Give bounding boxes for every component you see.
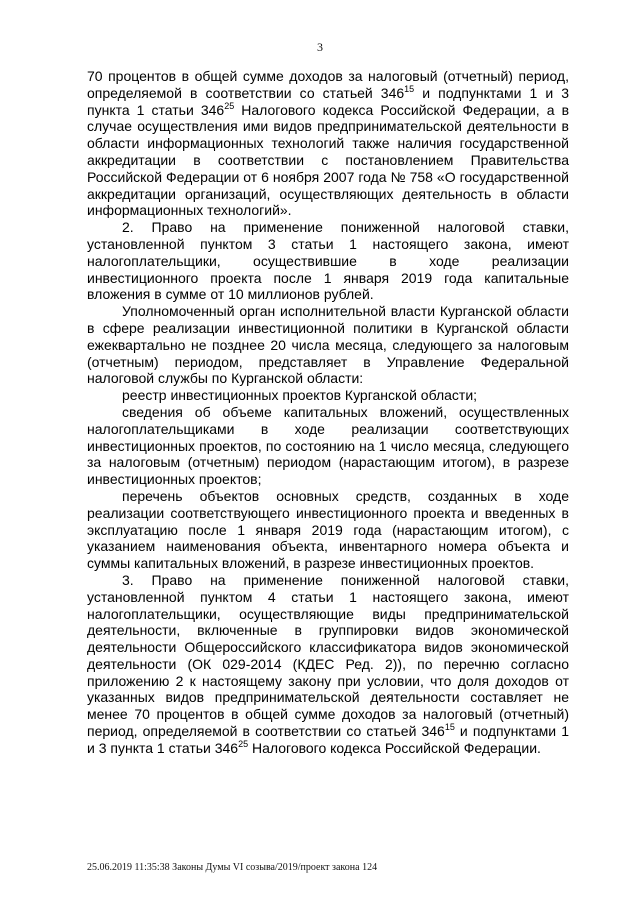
paragraph-continuation: 70 процентов в общей сумме доходов за налоговый (отчетный) период, определяемой в соответствии со статьей $346^{15}$ и подпунктами 1 и 3 пункта 1 статьи $346^{25}$ Налогового кодекса Российской Федерации, а в случае осуществления ими видов предпринимательской деятельности в области информационных технологий также наличия государственной аккредитации в соответствии с постановлением Правительства Российской Федерации от 6 ноября 2007 года № 758 «О государственной аккредитации организаций, осуществляющих деятельность в области информационных технологий».: [87, 68, 570, 219]
document-body: [87, 68, 569, 757]
paragraph-registry: реестр инвестиционных проектов Курганской области;: [122, 387, 478, 404]
paragraph-item-3: 3. Право на применение пониженной налоговой ставки, установленной пунктом 4 статьи 1 настоящего закона, имеют налогоплательщики, осуществляющие виды предпринимательской деятельности, включенные в группировки видов экономической деятельности Общероссийского классификатора видов экономической деятельности (ОК 029-2014 (КДЕС Ред. 2)), по перечню согласно приложению 2 к настоящему закону при условии, что доля доходов от указанных видов предпринимательской деятельности составляет не менее 70 процентов в общей сумме доходов за налоговый (отчетный) период, определяемой в соответствии со статьей $346^{15}$ и подпунктами 1 и 3 пункта 1 статьи $346^{25}$ Налогового кодекса Российской Федерации.: [87, 571, 569, 756]
paragraph-assets-list: перечень объектов основных средств, созданных в ходе реализации соответствующего инвестиционного проекта и введенных в эксплуатацию после 1 января 2019 года (нарастающим итогом), с указанием наименования объекта, инвентарного номера объекта и суммы капитальных вложений, в разрезе инвестиционных проектов.: [87, 487, 569, 572]
paragraph-item-2: 2. Право на применение пониженной налоговой ставки, установленной пунктом 3 статьи 1 настоящего закона, имеют налогоплательщики, осуществившие в ходе реализации инвестиционного проекта после 1 января 2019 года капитальные вложения в сумме от 10 миллионов рублей.: [87, 219, 569, 303]
paragraph-investments: сведения об объеме капитальных вложений, осуществленных налогоплательщиками в ходе реализации соответствующих инвестиционных проектов, по состоянию на 1 число месяца, следующего за налоговым (отчетным) периодом (нарастающим итогом), в разрезе инвестиционных проектов;: [87, 403, 569, 488]
page-number: 3: [317, 40, 323, 54]
paragraph-authority: Уполномоченный орган исполнительной власти Курганской области в сфере реализации инвестиционной политики в Курганской области ежеквартально не позднее 20 числа месяца, следующего за налоговым (отчетным) периодом, представляет в Управление Федеральной налоговой службы по Курганской области:: [87, 303, 569, 387]
document-footer: 25.06.2019 11:35:38 Законы Думы VI созыва/2019/проект закона 124: [87, 862, 378, 873]
